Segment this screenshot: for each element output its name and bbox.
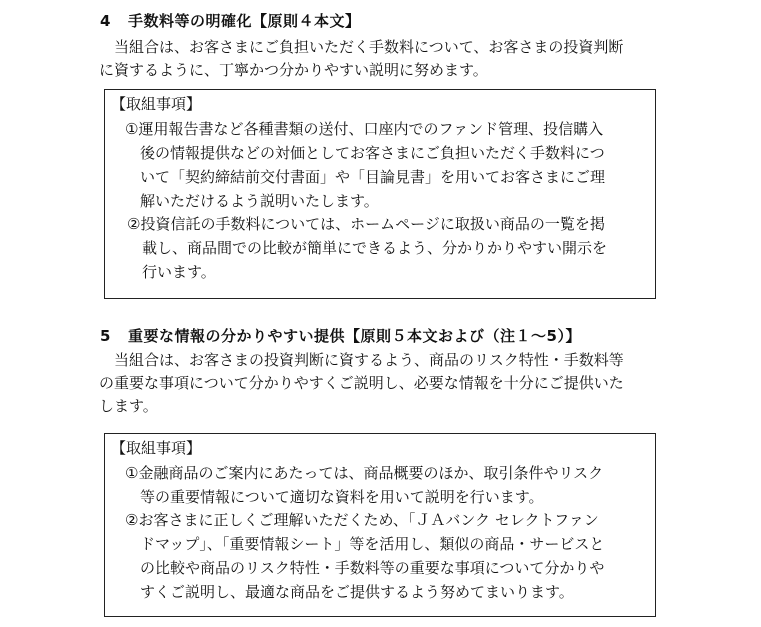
section-5-heading: [100, 325, 581, 346]
section-5-intro: [99, 349, 679, 418]
item-line: ①運用報告書など各種書類の送付、口座内でのファンド管理、投信購入: [125, 120, 604, 138]
item-line: 後の情報提供などの対価としてお客さまにご負担いただく手数料につ: [125, 144, 605, 162]
section-4-number: 4: [100, 12, 111, 30]
item-line: ②投資信託の手数料については、ホームページに取扱い商品の一覧を掲: [127, 215, 605, 233]
section-5-item-2: [125, 508, 604, 604]
item-line: いて「契約締結前交付書面」や「目論見書」を用いてお客さまにご理: [125, 168, 606, 186]
section-5-intro-line: の重要な事項について分かりやすくご説明し、必要な情報を十分にご提供いた: [99, 374, 624, 392]
section-5-initiatives-box: [104, 433, 656, 617]
section-5-item-1: [125, 461, 603, 509]
section-4-intro-line: 当組合は、お客さまにご負担いただく手数料について、お客さまの投資判断: [99, 38, 624, 56]
section-4-title: 手数料等の明確化【原則４本文】: [128, 12, 361, 30]
section-5-intro-line: します。: [99, 397, 158, 415]
section-5-number: 5: [100, 327, 111, 345]
item-line: ①金融商品のご案内にあたっては、商品概要のほか、取引条件やリスク: [125, 464, 604, 482]
section-5-box-title: 【取組事項】: [111, 439, 202, 457]
item-line: すくご説明し、最適な商品をご提供するよう努めてまいります。: [125, 583, 574, 601]
item-line: 載し、商品間での比較が簡単にできるよう、分かりかりやすい開示を: [127, 239, 608, 257]
section-4-intro-line: に資するように、丁寧かつ分かりやすい説明に努めます。: [99, 61, 488, 79]
section-4-box-title: 【取組事項】: [111, 95, 202, 113]
item-line: ②お客さまに正しくご理解いただくため、「ＪＡバンク セレクトファン: [125, 511, 599, 529]
section-4-intro: [99, 36, 679, 82]
section-4-item-1: [125, 117, 605, 213]
section-4-heading: [100, 10, 361, 31]
item-line: の比較や商品のリスク特性・手数料等の重要な事項について分かりや: [125, 559, 605, 577]
item-line: 等の重要情報について適切な資料を用いて説明を行います。: [125, 488, 544, 506]
item-line: 行います。: [127, 263, 216, 281]
section-4-item-2: [127, 212, 607, 284]
item-line: ドマップ」、「重要情報シート」等を活用し、類似の商品・サービスと: [125, 535, 605, 553]
section-4-initiatives-box: [104, 89, 656, 299]
section-5-intro-line: 当組合は、お客さまの投資判断に資するよう、商品のリスク特性・手数料等: [99, 351, 624, 369]
item-line: 解いただけるよう説明いたします。: [125, 192, 379, 210]
section-5-title: 重要な情報の分かりやすい提供【原則５本文および（注１～5）】: [128, 327, 581, 345]
